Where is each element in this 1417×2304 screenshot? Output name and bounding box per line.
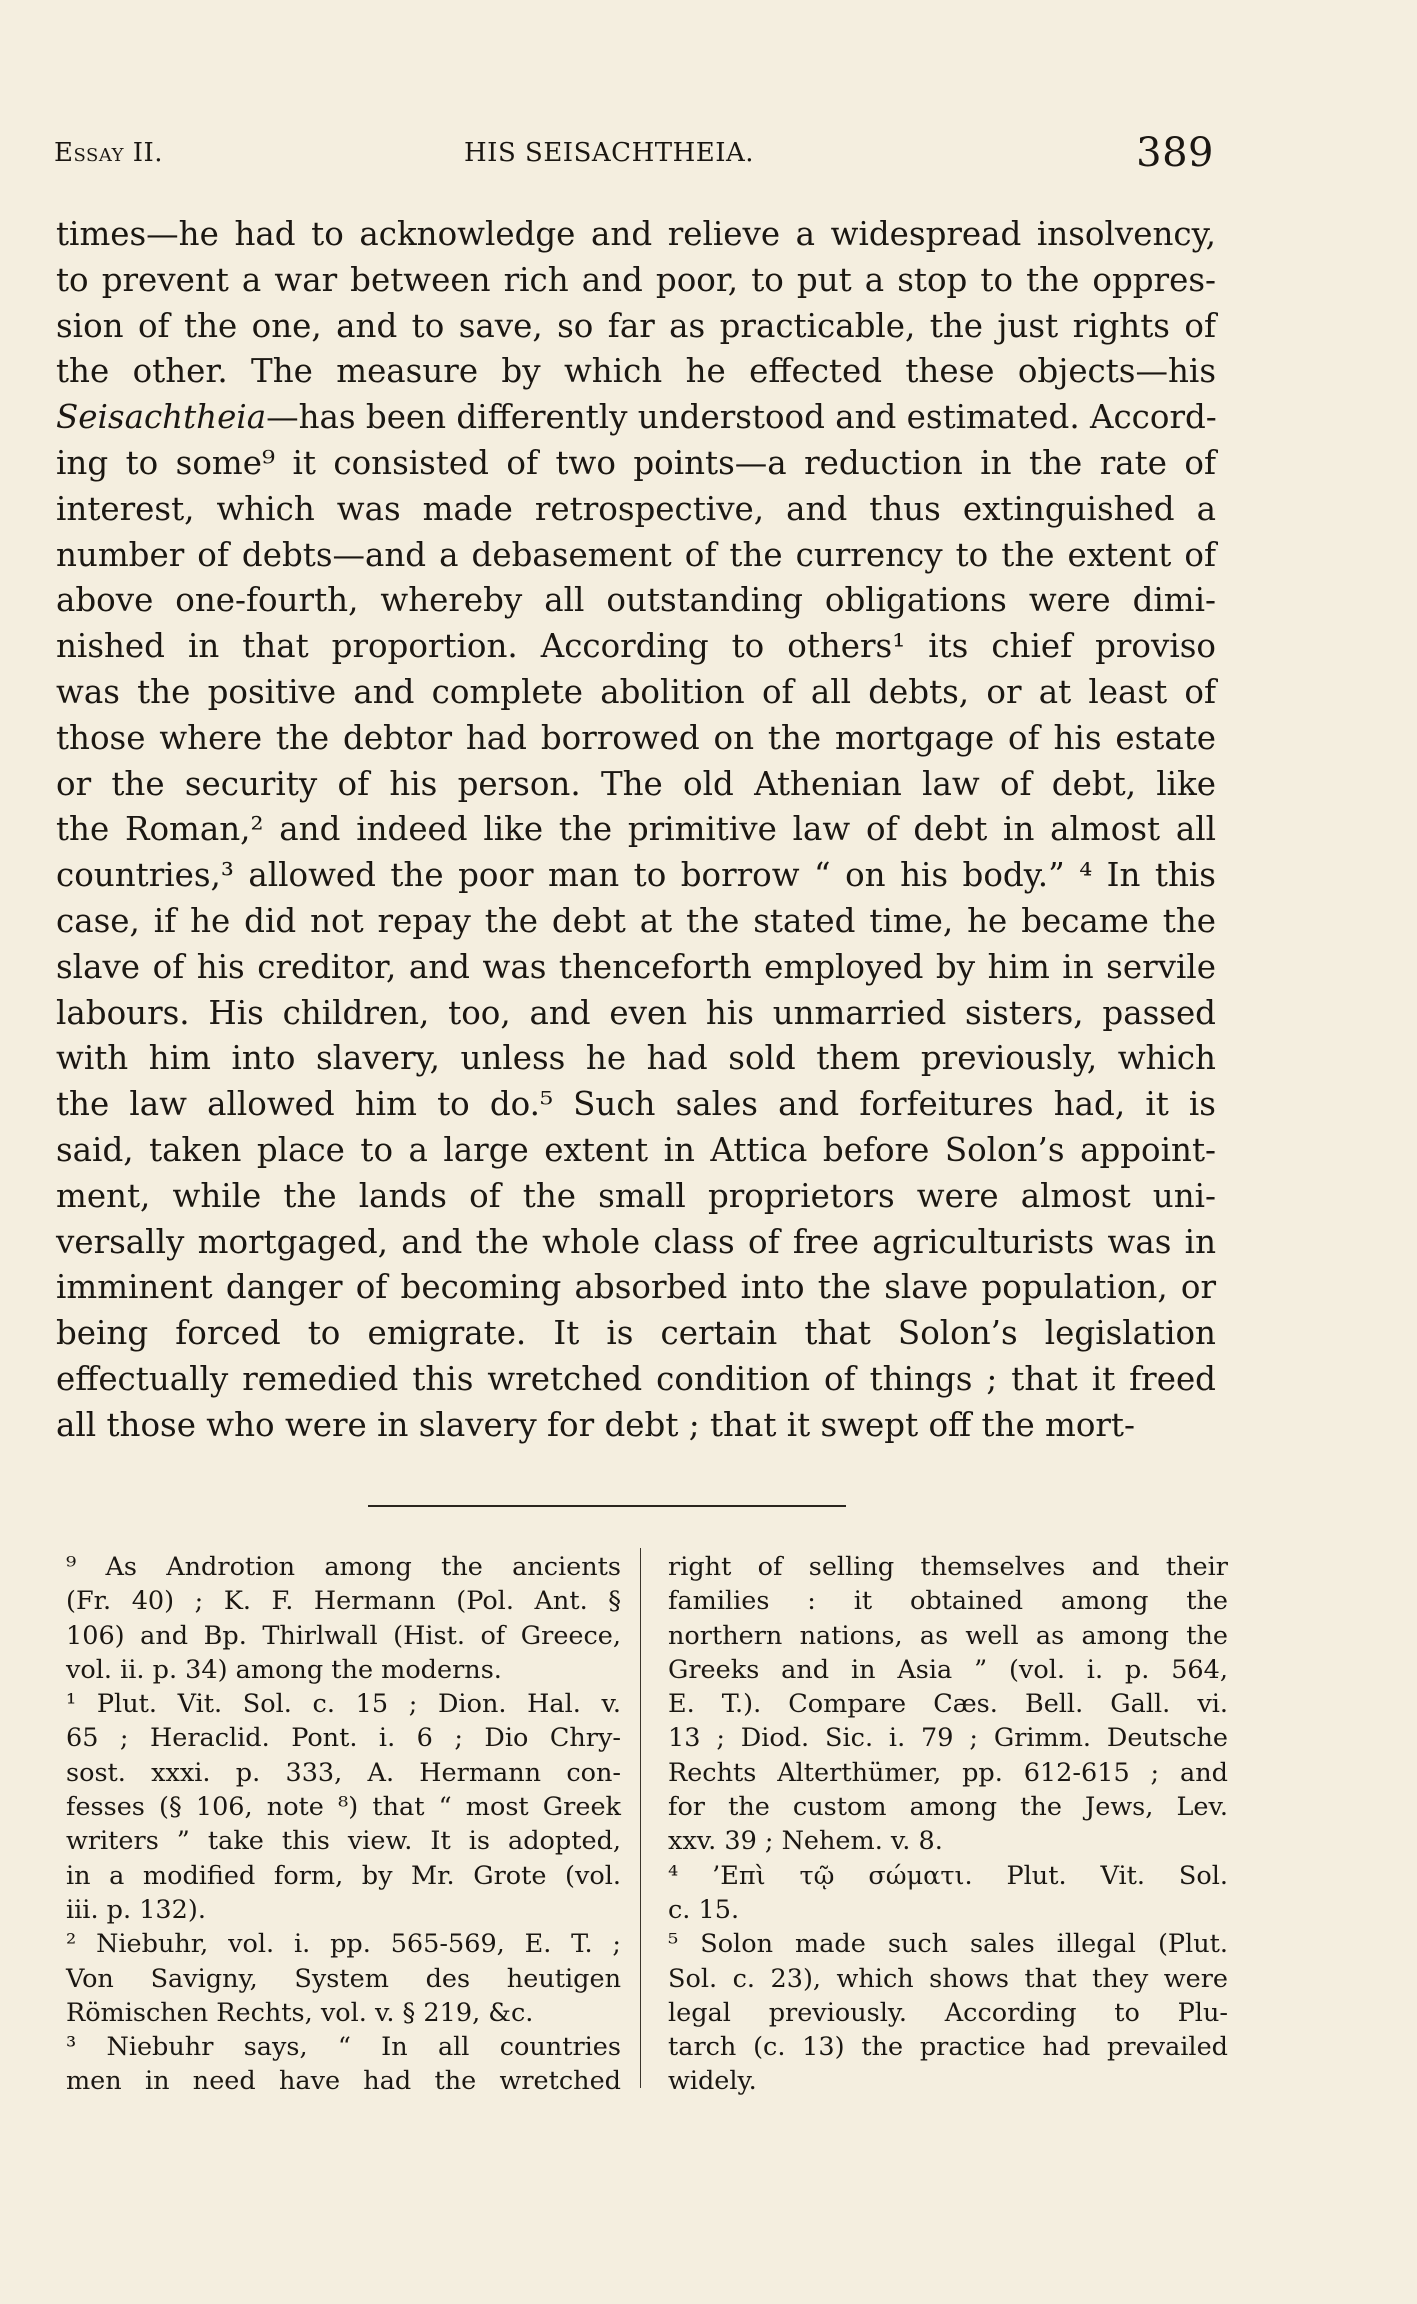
running-head-title: HIS SEISACHTHEIA. <box>464 138 755 168</box>
footnote-line: ¹ Plut. Vit. Sol. c. 15 ; Dion. Hal. v. <box>66 1689 621 1720</box>
footnote-line: sost. xxxi. p. 333, A. Hermann con- <box>66 1757 621 1788</box>
text-line: ing to some⁹ it consisted of two points—a reduction in the rate of <box>56 443 1216 482</box>
text-line: slave of his creditor, and was thenceforth employed by him in servile <box>56 947 1216 986</box>
text-line: times—he had to acknowledge and relieve a widespread insolvency, <box>56 215 1216 253</box>
text-line: sion of the one, and to save, so far as practicable, the just rights of <box>56 306 1216 345</box>
text-line: was the positive and complete abolition of all debts, or at least of <box>56 672 1216 711</box>
main-text <box>56 212 1216 1449</box>
footnotes-right-column <box>668 1550 1228 2099</box>
text-line: above one-fourth, whereby all outstanding obligations were dimi- <box>56 581 1216 620</box>
footnote-line: legal previously. According to Plu- <box>668 1997 1228 2028</box>
footnote-line: 13 ; Diod. Sic. i. 79 ; Grimm. Deutsche <box>668 1723 1228 1754</box>
footnote-line: widely. <box>668 2066 757 2097</box>
footnote-column-divider <box>640 1548 641 2088</box>
footnote-line: (Fr. 40) ; K. F. Hermann (Pol. Ant. § <box>66 1586 621 1617</box>
text-line: the other. The measure by which he effected these objects—his <box>56 352 1216 391</box>
text-line: countries,³ allowed the poor man to borrow “ on his body.” ⁴ In this <box>56 856 1216 895</box>
text-line: being forced to emigrate. It is certain that Solon’s legislation <box>56 1314 1216 1353</box>
footnote-line: 65 ; Heraclid. Pont. i. 6 ; Dio Chry- <box>66 1723 621 1754</box>
text-line: Seisachtheia—has been differently understood and estimated. Accord- <box>56 398 1217 437</box>
footnote-line: Rechts Alterthümer, pp. 612-615 ; and <box>668 1757 1228 1788</box>
text-line: imminent danger of becoming absorbed into the slave population, or <box>56 1268 1216 1307</box>
text-line: versally mortgaged, and the whole class of free agriculturists was in <box>56 1222 1216 1261</box>
footnote-line: Greeks and in Asia ” (vol. i. p. 564, <box>668 1654 1228 1685</box>
text-line: case, if he did not repay the debt at the stated time, he became the <box>56 901 1216 940</box>
text-line: those where the debtor had borrowed on the mortgage of his estate <box>56 718 1216 757</box>
footnote-line: xxv. 39 ; Nehem. v. 8. <box>668 1826 943 1857</box>
text-line: nished in that proportion. According to others¹ its chief proviso <box>56 627 1216 666</box>
footnote-line: c. 15. <box>668 1894 740 1925</box>
footnote-line: 106) and Bp. Thirlwall (Hist. of Greece, <box>66 1620 621 1651</box>
text-line: with him into slavery, unless he had sold them previously, which <box>56 1039 1216 1078</box>
footnotes-left-column <box>66 1550 621 2099</box>
italic-term: Seisachtheia <box>56 398 267 437</box>
footnote-line: writers ” take this view. It is adopted, <box>66 1826 621 1857</box>
footnote-line: in a modified form, by Mr. Grote (vol. <box>66 1860 621 1891</box>
running-head-essay: Essay II. <box>54 138 164 168</box>
page-number: 389 <box>1136 130 1214 176</box>
footnote-line: E. T.). Compare Cæs. Bell. Gall. vi. <box>668 1689 1228 1720</box>
footnote-line: ³ Niebuhr says, “ In all countries <box>66 2032 621 2063</box>
footnote-line: Römischen Rechts, vol. v. § 219, &c. <box>66 1997 534 2028</box>
footnote-line: right of selling themselves and their <box>668 1552 1228 1582</box>
footnote-line: vol. ii. p. 34) among the moderns. <box>66 1654 502 1685</box>
text-line: all those who were in slavery for debt ; that it swept off the mort- <box>56 1405 1135 1444</box>
running-head <box>54 130 1214 180</box>
footnote-line: Sol. c. 23), which shows that they were <box>668 1963 1228 1994</box>
footnote-line: ⁹ As Androtion among the ancients <box>66 1552 621 1582</box>
text-line: the law allowed him to do.⁵ Such sales and forfeitures had, it is <box>56 1085 1216 1124</box>
footnote-line: Von Savigny, System des heutigen <box>66 1963 621 1994</box>
footnote-rule <box>368 1505 846 1507</box>
footnote-line: northern nations, as well as among the <box>668 1620 1228 1651</box>
text-line: said, taken place to a large extent in Attica before Solon’s appoint- <box>56 1130 1216 1169</box>
footnote-line: ² Niebuhr, vol. i. pp. 565-569, E. T. ; <box>66 1929 621 1960</box>
footnote-line: families : it obtained among the <box>668 1586 1228 1617</box>
footnote-line: ⁴ ’Επὶ τῷ σώματι. Plut. Vit. Sol. <box>668 1860 1228 1891</box>
footnote-line: tarch (c. 13) the practice had prevailed <box>668 2032 1228 2063</box>
text-line: or the security of his person. The old Athenian law of debt, like <box>56 764 1216 803</box>
text-line: interest, which was made retrospective, and thus extinguished a <box>56 489 1216 528</box>
footnote-line: ⁵ Solon made such sales illegal (Plut. <box>668 1929 1228 1960</box>
footnote-line: for the custom among the Jews, Lev. <box>668 1792 1228 1823</box>
footnote-line: iii. p. 132). <box>66 1894 206 1925</box>
footnote-line: fesses (§ 106, note ⁸) that “ most Greek <box>66 1792 621 1823</box>
footnote-line: men in need have had the wretched <box>66 2066 621 2097</box>
text-line: the Roman,² and indeed like the primitive law of debt in almost all <box>56 810 1216 849</box>
text-line: to prevent a war between rich and poor, to put a stop to the oppres- <box>56 260 1216 299</box>
text-line: number of debts—and a debasement of the currency to the extent of <box>56 535 1216 574</box>
text-line: labours. His children, too, and even his unmarried sisters, passed <box>56 993 1216 1032</box>
text-line: effectually remedied this wretched condition of things ; that it freed <box>56 1359 1216 1398</box>
text-line: ment, while the lands of the small proprietors were almost uni- <box>56 1176 1216 1215</box>
